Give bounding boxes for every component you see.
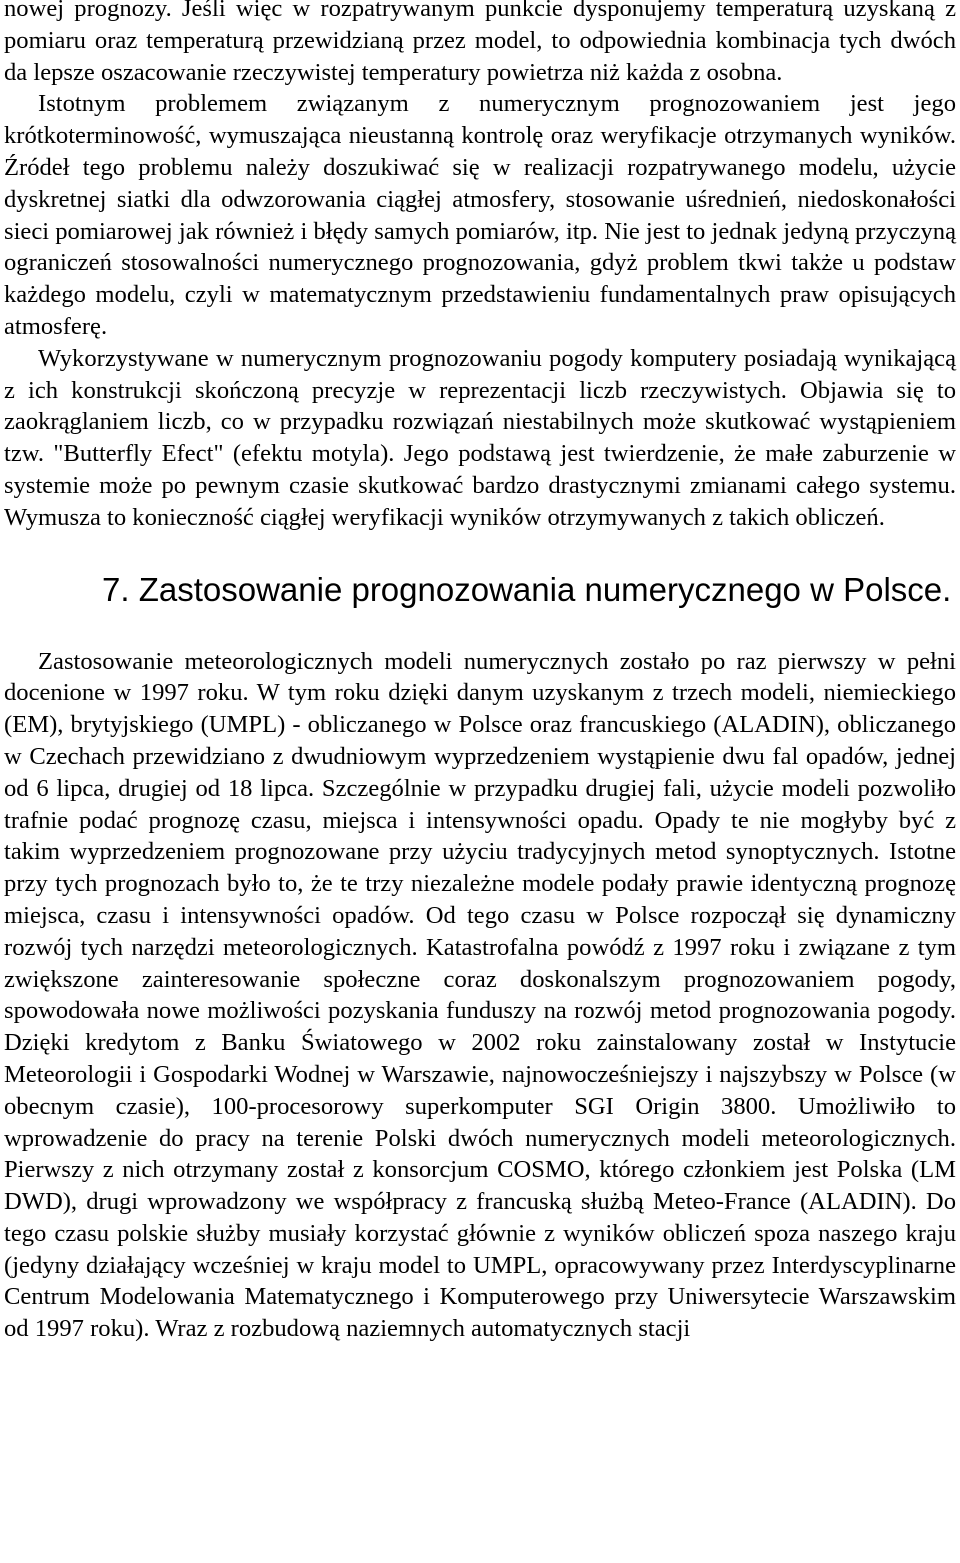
section-heading: 7. Zastosowanie prognozowania numerycznego w Polsce. bbox=[102, 570, 952, 608]
document-page bbox=[4, 0, 956, 1345]
paragraph-forecast-limits: Istotnym problemem związanym z numerycznym prognozowaniem jest jego krótkoterminowość, wymuszająca nieustanną kontrolę oraz weryfikacje otrzymanych wyników. Źródeł tego problemu należy doszukiwać się w realizacji rozpatrywanego modelu, użycie dyskretnej siatki dla odwzorowania ciągłej atmosfery, stosowanie uśrednień, niedoskonałości sieci pomiarowej jak również i błędy samych pomiarów, itp. Nie jest to jednak jedyną przyczyną ograniczeń stosowalności numerycznego prognozowania, gdyż problem tkwi także u podstaw każdego modelu, czyli w matematycznym przedstawieniu fundamentalnych praw opisujących atmosferę. bbox=[4, 90, 956, 340]
paragraph-continued: nowej prognozy. Jeśli więc w rozpatrywanym punkcie dysponujemy temperaturą uzyskaną z pomiaru oraz temperaturą przewidzianą przez model, to odpowiednia kombinacja tych dwóch da lepsze oszacowanie rzeczywistej temperatury powietrza niż każda z osobna. bbox=[4, 0, 956, 86]
paragraph-poland-application: Zastosowanie meteorologicznych modeli numerycznych zostało po raz pierwszy w pełni docenione w 1997 roku. W tym roku dzięki danym uzyskanym z trzech modeli, niemieckiego (EM), brytyjskiego (UMPL) - obliczanego w Polsce oraz francuskiego (ALADIN), obliczanego w Czechach przewidziano z dwudniowym wyprzedzeniem wystąpienie dwu fal opadów, jednej od 6 lipca, drugiej od 18 lipca. Szczególnie w przypadku drugiej fali, użycie modeli pozwoliło trafnie podać prognozę czasu, miejsca i intensywności opadu. Opady te nie mogłyby być z takim wyprzedzeniem prognozowane przy użyciu tradycyjnych metod synoptycznych. Istotne przy tych prognozach było to, że te trzy niezależne modele podały prawie identyczną prognozę miejsca, czasu i intensywności opadów. Od tego czasu w Polsce rozpoczął się dynamiczny rozwój tych narzędzi meteorologicznych. Katastrofalna powódź z 1997 roku i związane z tym zwiększone zainteresowanie społeczne coraz doskonalszym prognozowaniem pogody, spowodowała nowe możliwości pozyskania funduszy na rozwój metod prognozowania pogody. Dzięki kredytom z Banku Światowego w 2002 roku zainstalowany został w Instytucie Meteorologii i Gospodarki Wodnej w Warszawie, najnowocześniejszy i najszybszy w Polsce (w obecnym czasie), 100-procesorowy superkomputer SGI Origin 3800. Umożliwiło to wprowadzenie do pracy na terenie Polski dwóch numerycznych modeli meteorologicznych. Pierwszy z nich otrzymany został z konsorcjum COSMO, którego członkiem jest Polska (LM DWD), drugi wprowadzony we współpracy z francuską służbą Meteo-France (ALADIN). Do tego czasu polskie służby musiały korzystać głównie z wyników obliczeń spoza naszego kraju (jedyny działający wcześniej w kraju model to UMPL, opracowywany przez Interdyscyplinarne Centrum Modelowania Matematycznego i Komputerowego przy Uniwersytecie Warszawskim od 1997 roku). Wraz z rozbudową naziemnych automatycznych stacji bbox=[4, 647, 956, 1343]
paragraph-butterfly-effect: Wykorzystywane w numerycznym prognozowaniu pogody komputery posiadają wynikającą z ich konstrukcji skończoną precyzje w reprezentacji liczb rzeczywistych. Objawia się to zaokrąglaniem liczb, co w przypadku rozwiązań niestabilnych może skutkować wystąpieniem tzw. "Butterfly Efect" (efektu motyla). Jego podstawą jest twierdzenie, że małe zaburzenie w systemie może po pewnym czasie skutkować bardzo drastycznymi zmianami całego systemu. Wymusza to konieczność ciągłej weryfikacji wyników otrzymywanych z takich obliczeń. bbox=[4, 344, 956, 531]
